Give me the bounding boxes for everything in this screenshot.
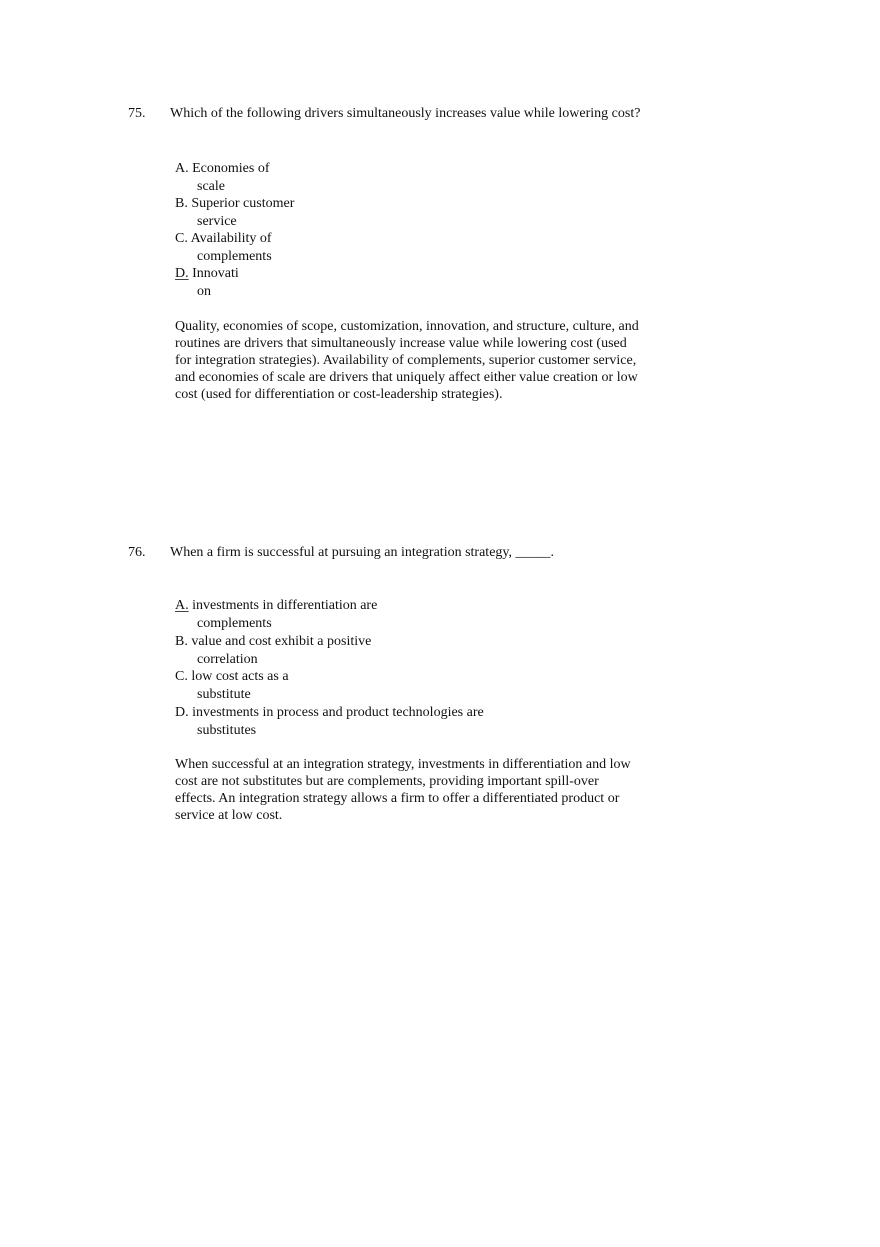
answer-option-c: [175, 668, 289, 703]
option-text-continued: scale: [197, 178, 225, 194]
answer-option-d: [175, 265, 239, 300]
explanation-line: cost (used for differentiation or cost-leadership strategies).: [175, 387, 503, 402]
option-text: Superior customer: [191, 196, 295, 211]
explanation-line: cost are not substitutes but are complements, providing important spill-over: [175, 774, 599, 789]
option-text-continued: complements: [197, 248, 272, 264]
question-number: 75.: [128, 106, 146, 121]
option-text-continued: substitute: [197, 686, 251, 702]
answer-option-a: [175, 597, 377, 632]
option-letter: C.: [175, 669, 188, 684]
answer-option-b: [175, 195, 294, 230]
option-text-continued: substitutes: [197, 722, 257, 738]
option-letter: C.: [175, 231, 188, 246]
answer-option-c: [175, 230, 272, 265]
option-text-continued: complements: [197, 615, 272, 631]
question-text: When a firm is successful at pursuing an integration strategy, _____.: [170, 545, 554, 560]
correct-option-letter: A.: [175, 598, 189, 613]
option-letter: A.: [175, 161, 189, 176]
explanation-line: When successful at an integration strategy, investments in differentiation and low: [175, 757, 631, 772]
explanation-line: and economies of scale are drivers that uniquely affect either value creation or low: [175, 370, 638, 385]
option-text: value and cost exhibit a positive: [191, 634, 372, 649]
answer-explanation: [175, 756, 631, 824]
question-number: 76.: [128, 545, 146, 560]
question-text: Which of the following drivers simultaneously increases value while lowering cost?: [170, 106, 641, 121]
option-letter: B.: [175, 196, 188, 211]
explanation-line: service at low cost.: [175, 808, 283, 823]
option-letter: D.: [175, 705, 189, 720]
answer-option-b: [175, 633, 371, 668]
option-letter: B.: [175, 634, 188, 649]
option-text-continued: on: [197, 283, 211, 299]
explanation-line: for integration strategies). Availability of complements, superior customer service,: [175, 353, 637, 368]
option-text: Economies of: [192, 161, 270, 176]
explanation-line: effects. An integration strategy allows a firm to offer a differentiated product or: [175, 791, 620, 806]
answer-option-a: [175, 160, 270, 195]
option-text: Innovati: [192, 266, 239, 281]
option-text: low cost acts as a: [191, 669, 289, 684]
explanation-line: Quality, economies of scope, customization, innovation, and structure, culture, and: [175, 319, 639, 334]
option-text-continued: correlation: [197, 651, 258, 667]
answer-explanation: [175, 318, 639, 403]
correct-option-letter: D.: [175, 266, 189, 281]
answer-option-d: [175, 704, 484, 739]
explanation-line: routines are drivers that simultaneously increase value while lowering cost (used: [175, 336, 627, 351]
option-text: investments in process and product technologies are: [192, 705, 484, 720]
option-text: Availability of: [190, 231, 272, 246]
option-text-continued: service: [197, 213, 237, 229]
option-text: investments in differentiation are: [192, 598, 378, 613]
